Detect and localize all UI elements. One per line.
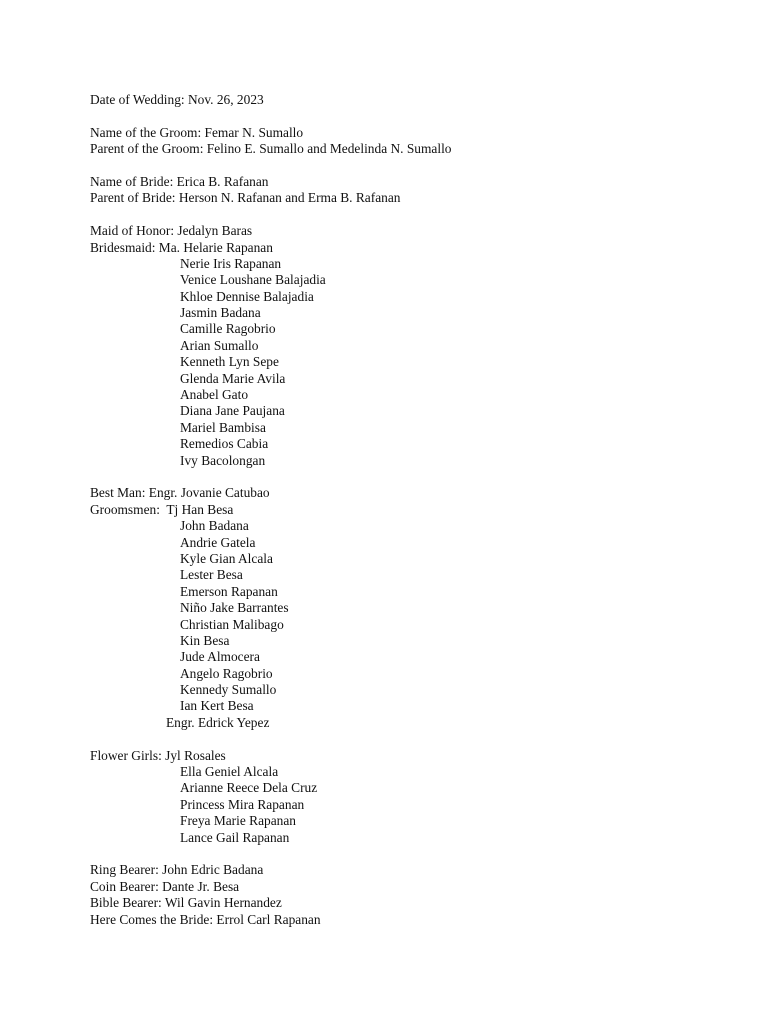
spacer	[90, 469, 730, 485]
groomsman-item: John Badana	[180, 518, 249, 534]
bridesmaid-item: Mariel Bambisa	[180, 419, 266, 435]
groomsman-item: Angelo Ragobrio	[180, 665, 273, 681]
bible-bearer: Bible Bearer: Wil Gavin Hernandez	[90, 895, 282, 911]
groom-parents: Parent of the Groom: Felino E. Sumallo and Medelinda N. Sumallo	[90, 141, 452, 157]
groomsman-item: Andrie Gatela	[180, 534, 256, 550]
groomsman-item: Kyle Gian Alcala	[180, 550, 273, 566]
bridesmaid-item: Camille Ragobrio	[180, 321, 276, 337]
bridesmaid-item: Jasmin Badana	[180, 305, 261, 321]
groomsman-item-last: Engr. Edrick Yepez	[166, 714, 270, 730]
spacer	[90, 846, 730, 862]
bridesmaid-item: Venice Loushane Balajadia	[180, 272, 326, 288]
groom-name: Name of the Groom: Femar N. Sumallo	[90, 124, 304, 140]
bridesmaid-item: Ivy Bacolongan	[180, 452, 266, 468]
best-man: Best Man: Engr. Jovanie Catubao	[90, 485, 270, 501]
bride-name: Name of Bride: Erica B. Rafanan	[90, 173, 269, 189]
ring-bearer: Ring Bearer: John Edric Badana	[90, 862, 264, 878]
flower-girl-item: Lance Gail Rapanan	[180, 829, 290, 845]
groomsman-item: Kin Besa	[180, 632, 230, 648]
flower-girl-item: Freya Marie Rapanan	[180, 813, 297, 829]
groomsman-item: Jude Almocera	[180, 649, 260, 665]
here-comes-the-bride: Here Comes the Bride: Errol Carl Rapanan	[90, 911, 321, 927]
groomsmen-first: Groomsmen: Tj Han Besa	[90, 501, 234, 517]
groomsman-item: Ian Kert Besa	[180, 698, 254, 714]
bridesmaid-item: Glenda Marie Avila	[180, 370, 286, 386]
bridesmaid-item: Nerie Iris Rapanan	[180, 255, 282, 271]
groomsman-item: Lester Besa	[180, 567, 243, 583]
maid-of-honor: Maid of Honor: Jedalyn Baras	[90, 223, 253, 239]
bridesmaid-first: Bridesmaid: Ma. Helarie Rapanan	[90, 239, 273, 255]
groomsman-item: Kennedy Sumallo	[180, 682, 277, 698]
wedding-document	[90, 92, 730, 928]
flower-girl-item: Princess Mira Rapanan	[180, 796, 305, 812]
bridesmaid-item: Kenneth Lyn Sepe	[180, 354, 279, 370]
flower-girls-first: Flower Girls: Jyl Rosales	[90, 747, 226, 763]
spacer	[90, 158, 730, 174]
bridesmaid-item: Remedios Cabia	[180, 436, 269, 452]
coin-bearer: Coin Bearer: Dante Jr. Besa	[90, 878, 240, 894]
flower-girl-item: Arianne Reece Dela Cruz	[180, 780, 318, 796]
bride-parents: Parent of Bride: Herson N. Rafanan and Erma B. Rafanan	[90, 190, 401, 206]
spacer	[90, 731, 730, 747]
bridesmaid-item: Anabel Gato	[180, 387, 249, 403]
bridesmaid-item: Diana Jane Paujana	[180, 403, 285, 419]
groomsman-item: Emerson Rapanan	[180, 583, 278, 599]
bridesmaid-item: Arian Sumallo	[180, 337, 259, 353]
spacer	[90, 108, 730, 124]
spacer	[90, 207, 730, 223]
wedding-date: Date of Wedding: Nov. 26, 2023	[90, 92, 264, 107]
groomsman-item: Niño Jake Barrantes	[180, 600, 289, 616]
bridesmaid-item: Khloe Dennise Balajadia	[180, 288, 314, 304]
groomsman-item: Christian Malibago	[180, 616, 284, 632]
flower-girl-item: Ella Geniel Alcala	[180, 764, 279, 780]
